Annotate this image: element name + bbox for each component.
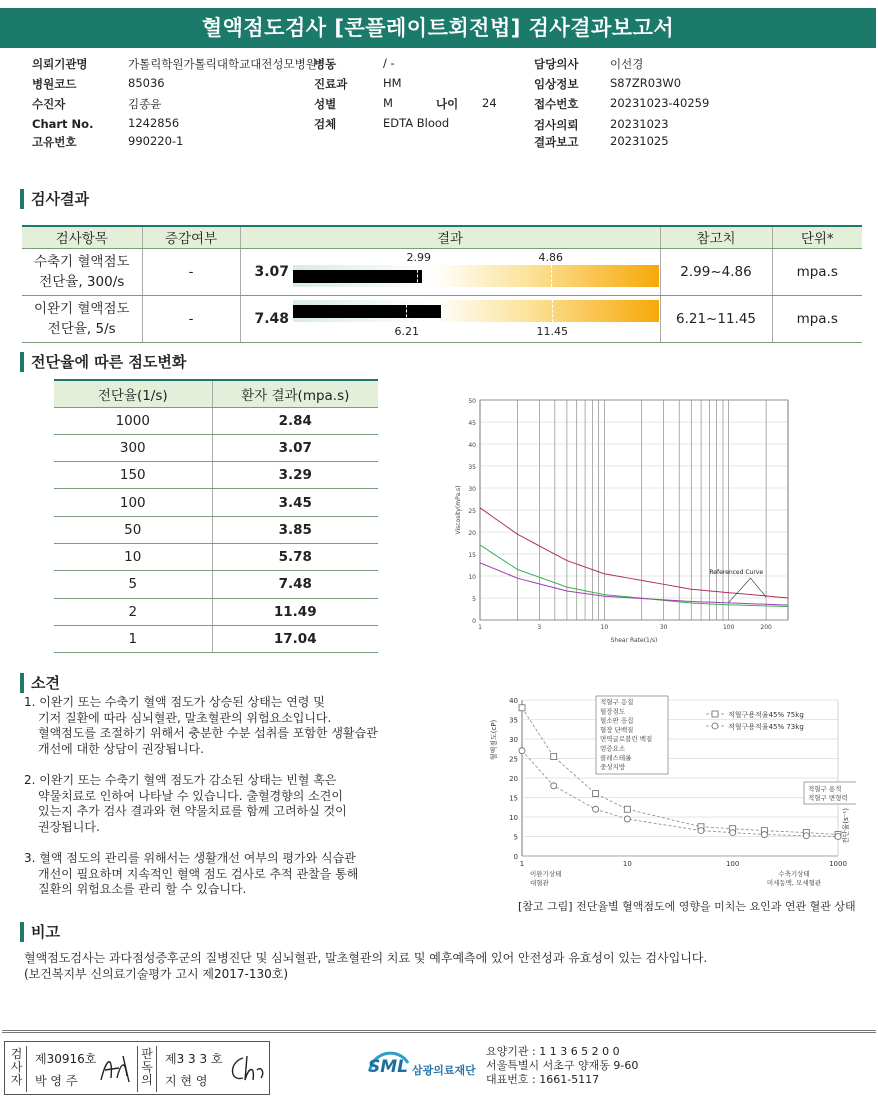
y-tick-label: 35 xyxy=(468,464,476,471)
result-value-bar xyxy=(293,270,423,283)
result-cell xyxy=(240,248,660,295)
y-tick-label: 15 xyxy=(509,794,518,803)
shear-rate: 1000 xyxy=(54,407,212,434)
right-factor-item: 적혈구 용적 xyxy=(808,785,842,793)
table-row xyxy=(54,571,378,598)
table-row xyxy=(54,516,378,543)
y-tick-label: 25 xyxy=(468,508,476,515)
sex-value: M xyxy=(383,96,393,110)
sex-label: 성별 xyxy=(314,97,337,111)
result-gauge xyxy=(241,249,660,295)
shear-rate: 50 xyxy=(54,516,212,543)
remarks-line1: 혈액점도검사는 과다점성증후군의 질병진단 및 심뇌혈관, 말초혈관의 치료 및 예후예측에 있어 안전성과 유효성이 있는 검사입니다. xyxy=(24,951,708,965)
results-header: 단위* xyxy=(772,226,862,248)
data-point xyxy=(803,833,809,839)
data-point xyxy=(551,754,557,760)
legend-marker xyxy=(712,723,718,729)
unique-label: 고유번호 xyxy=(32,135,77,149)
results-header: 증감여부 xyxy=(142,226,240,248)
low-ref-line xyxy=(417,265,418,287)
confirm-label: 판독의 xyxy=(137,1046,157,1092)
x-tick-label: 3 xyxy=(537,624,542,631)
logo-text: SML xyxy=(368,1057,408,1077)
dept-value: HM xyxy=(383,76,402,90)
shear-section-title: 전단율에 따른 점도변화 xyxy=(20,352,186,372)
age-label: 나이 xyxy=(436,97,459,111)
figure-caption: [참고 그림] 전단율별 혈액점도에 영향을 미치는 요인과 연관 혈관 상태 xyxy=(518,900,856,913)
unique-value: 990220-1 xyxy=(128,134,184,148)
viscosity: 17.04 xyxy=(212,625,378,652)
x-tick-label: 1000 xyxy=(829,860,847,868)
viscosity: 2.84 xyxy=(212,407,378,434)
y-axis-label: Viscosity(mPa.s) xyxy=(455,485,462,535)
test-name xyxy=(22,248,142,295)
results-header-row xyxy=(22,226,862,248)
opinion-item: 1. 이완기 또는 수축기 혈액 점도가 상승된 상태는 연령 및 기저 질환에 따라 심뇌혈관, 말초혈관의 위험요소입니다. 혈액점도를 조절하기 위해서 충분한 수분 섭취를 포함한 생활습관 개선에 대한 상담이 권장됩니다. xyxy=(24,695,378,756)
opinion-item: 2. 이완기 또는 수축기 혈액 점도가 감소된 상태는 빈혈 혹은 약물치료로 인하여 나타날 수 있습니다. 출혈경향의 소견이 있는지 추가 검사 결과와 현 약물치료를 함께 고려하실 것이 권장됩니다. xyxy=(24,773,347,834)
y-tick-label: 15 xyxy=(468,552,476,559)
table-row xyxy=(54,489,378,516)
result-value-bar xyxy=(293,305,441,318)
low-ref-line xyxy=(406,300,407,322)
examiner-signature xyxy=(97,1052,133,1086)
footer xyxy=(2,1030,876,1098)
remarks-text xyxy=(24,950,707,982)
examiner-number: 제30916호 xyxy=(35,1052,97,1066)
test-name-line2: 전단율, 5/s xyxy=(47,320,116,337)
y-tick-label: 10 xyxy=(509,814,518,822)
clinical-value: S87ZR03W0 xyxy=(610,76,682,90)
shear-rate: 1 xyxy=(54,625,212,652)
table-row xyxy=(54,543,378,570)
x-note-right: 미세동맥, 모세혈관 xyxy=(766,879,822,887)
factor-item: 혈장점도 xyxy=(600,707,626,716)
test-name-line2: 전단율, 300/s xyxy=(39,273,125,290)
hospital-code-value: 85036 xyxy=(128,76,165,90)
institution-value: 가톨릭학원가톨릭대학교대전성모병원 xyxy=(128,57,317,71)
x-tick-label: 10 xyxy=(622,860,632,868)
x-tick-label: 30 xyxy=(659,624,668,631)
data-point xyxy=(519,748,525,754)
clinical-label: 임상정보 xyxy=(534,77,579,91)
remarks-line2: (보건복지부 신의료기술평가 고시 제2017-130호) xyxy=(24,967,289,981)
collector-label: 수진자 xyxy=(32,97,66,111)
unit-cell: mpa.s xyxy=(772,295,862,342)
x-note-left: 이완기상태 xyxy=(530,870,562,878)
confirm-name: 지 현 영 xyxy=(165,1074,208,1088)
reference-figure-chart xyxy=(486,692,856,894)
request-value: 20231023 xyxy=(610,117,669,131)
data-point xyxy=(519,705,525,711)
high-ref-tick: 4.86 xyxy=(538,250,563,264)
reference-range: 2.99~4.86 xyxy=(660,248,772,295)
examiner-label: 검사자 xyxy=(7,1046,27,1092)
viscosity-chart xyxy=(440,392,800,648)
factor-item: 혈소판 응집 xyxy=(600,716,634,725)
factor-item: 혈장 단백질 xyxy=(600,725,634,734)
receipt-value: 20231023-40259 xyxy=(610,96,710,110)
y-axis-label: 혈액점도(cP) xyxy=(490,719,498,761)
data-point xyxy=(730,830,736,836)
factor-item: 중성지방 xyxy=(600,763,626,772)
confirm-signature xyxy=(227,1052,267,1086)
results-section-title: 검사결과 xyxy=(20,189,89,209)
y-tick-label: 10 xyxy=(468,574,476,581)
report-title: 혈액점도검사 [콘플레이트회전법] 검사결과보고서 xyxy=(0,8,876,48)
table-row xyxy=(54,407,378,434)
reference-annotation: Referenced Curve xyxy=(709,568,764,576)
table-row xyxy=(54,462,378,489)
viscosity: 5.78 xyxy=(212,543,378,570)
results-table xyxy=(22,225,862,343)
change-cell: - xyxy=(142,248,240,295)
chart-label: Chart No. xyxy=(32,117,94,131)
factor-item: 면역글로블린 백질 xyxy=(600,735,653,744)
table-row xyxy=(54,434,378,461)
request-label: 검사의뢰 xyxy=(534,118,579,132)
factor-item: 염증요소 xyxy=(600,744,626,753)
table-row xyxy=(54,625,378,652)
confirm-number: 제3 3 3 호 xyxy=(165,1052,223,1066)
hospital-code-label: 병원코드 xyxy=(32,77,77,91)
shear-rate: 150 xyxy=(54,462,212,489)
viscosity: 3.85 xyxy=(212,516,378,543)
patient-info xyxy=(0,0,878,160)
factor-item: 콜레스테롤 xyxy=(600,753,632,762)
result-value: 3.07 xyxy=(254,263,290,280)
x-tick-label: 1 xyxy=(519,860,525,868)
data-point xyxy=(551,783,557,789)
shear-rate: 100 xyxy=(54,489,212,516)
series-line xyxy=(522,751,838,837)
viscosity: 11.49 xyxy=(212,598,378,625)
result-value: 7.48 xyxy=(254,310,290,327)
high-ref-line xyxy=(551,265,552,287)
specimen-label: 검체 xyxy=(314,117,337,131)
test-name-line1: 수축기 혈액점도 xyxy=(33,253,130,270)
test-name-line1: 이완기 혈액점도 xyxy=(33,300,130,317)
signature-box xyxy=(4,1041,270,1095)
collector-value: 김종윤 xyxy=(128,97,162,111)
y-tick-label: 45 xyxy=(468,420,476,427)
x-tick-label: 200 xyxy=(760,624,772,631)
y-tick-label: 20 xyxy=(509,775,518,783)
x-tick-label: 100 xyxy=(722,624,735,631)
result-gauge xyxy=(241,296,660,342)
ward-label: 병동 xyxy=(314,57,337,71)
receipt-label: 접수번호 xyxy=(534,97,579,111)
doctor-label: 담당의사 xyxy=(534,57,579,71)
shear-rate: 2 xyxy=(54,598,212,625)
y-tick-label: 25 xyxy=(509,755,518,764)
low-ref-tick: 2.99 xyxy=(406,250,431,264)
legend-label: 적혈구용적율45% 75kg xyxy=(728,711,804,719)
factor-item: 적혈구 응집 xyxy=(600,698,634,706)
unit-cell: mpa.s xyxy=(772,248,862,295)
change-cell: - xyxy=(142,295,240,342)
opinion-list xyxy=(24,695,394,914)
age-value: 24 xyxy=(482,96,497,110)
high-ref-tick: 11.45 xyxy=(536,324,568,338)
org-name: 삼광의료재단 xyxy=(412,1064,476,1077)
report-date-value: 20231025 xyxy=(610,134,669,148)
table-row xyxy=(54,598,378,625)
y-tick-label: 0 xyxy=(513,853,518,861)
ward-value: / - xyxy=(383,56,395,70)
x-note-left: 대혈관 xyxy=(530,879,549,887)
opinion-item: 3. 혈액 점도의 관리를 위해서는 생활개선 여부의 평가와 식습관 개선이 필요하며 지속적인 혈액 점도 검사로 추적 관찰을 통해 질환의 위험요소를 관리 할 수 있습니다. xyxy=(24,851,359,896)
y-tick-label: 5 xyxy=(513,833,518,842)
org-phone: 대표번호 : 1661-5117 xyxy=(486,1073,600,1086)
right-factor-item: 적혈구 변형력 xyxy=(808,794,848,802)
data-point xyxy=(593,791,599,797)
x-axis-label: Shear Rate(1/s) xyxy=(610,637,658,644)
chart-value: 1242856 xyxy=(128,116,180,130)
y-tick-label: 20 xyxy=(468,530,476,537)
results-header: 결과 xyxy=(240,226,660,248)
low-ref-tick: 6.21 xyxy=(394,324,419,338)
shear-header: 환자 결과(mpa.s) xyxy=(212,380,378,407)
x-tick-label: 10 xyxy=(600,624,609,631)
legend-label: 적혈구용적율45% 73kg xyxy=(728,723,804,731)
data-point xyxy=(761,832,767,838)
y-tick-label: 30 xyxy=(468,486,476,493)
result-cell xyxy=(240,295,660,342)
data-point xyxy=(624,816,630,822)
y-tick-label: 0 xyxy=(472,618,476,625)
high-ref-line xyxy=(552,300,553,322)
viscosity: 3.07 xyxy=(212,434,378,461)
y-tick-label: 40 xyxy=(468,442,476,449)
y-tick-label: 50 xyxy=(468,398,476,405)
data-point xyxy=(593,806,599,812)
data-point xyxy=(624,806,630,812)
table-row xyxy=(22,248,862,295)
doctor-value: 이선경 xyxy=(610,57,644,71)
shear-rate: 300 xyxy=(54,434,212,461)
shear-rate: 5 xyxy=(54,571,212,598)
y-tick-label: 35 xyxy=(509,716,518,725)
opinion-section-title: 소견 xyxy=(20,673,60,693)
dept-label: 진료과 xyxy=(314,77,348,91)
y-tick-label: 5 xyxy=(472,596,476,603)
data-point xyxy=(698,828,704,834)
org-info xyxy=(486,1045,638,1087)
results-header: 참고치 xyxy=(660,226,772,248)
shear-header-row xyxy=(54,380,378,407)
shear-rate: 10 xyxy=(54,543,212,570)
examiner-name: 박 영 주 xyxy=(35,1074,78,1088)
viscosity: 7.48 xyxy=(212,571,378,598)
x-tick-label: 100 xyxy=(725,860,740,868)
results-header: 검사항목 xyxy=(22,226,142,248)
shear-table xyxy=(54,379,378,653)
test-name xyxy=(22,295,142,342)
x-tick-label: 1 xyxy=(478,624,482,631)
report-date-label: 결과보고 xyxy=(534,135,579,149)
right-axis-label: 전단율(s⁻¹) xyxy=(842,808,850,844)
y-tick-label: 30 xyxy=(509,736,518,744)
shear-header: 전단율(1/s) xyxy=(54,380,212,407)
specimen-value: EDTA Blood xyxy=(383,116,450,130)
legend-marker xyxy=(712,711,718,717)
institution-label: 의뢰기관명 xyxy=(32,57,88,71)
org-address: 서울특별시 서초구 양재동 9-60 xyxy=(486,1059,639,1072)
table-row xyxy=(22,295,862,342)
viscosity: 3.29 xyxy=(212,462,378,489)
viscosity: 3.45 xyxy=(212,489,378,516)
org-code: 요양기관 : 1 1 3 6 5 2 0 0 xyxy=(486,1045,620,1058)
remarks-section-title: 비고 xyxy=(20,922,60,942)
data-point xyxy=(835,834,841,840)
y-tick-label: 40 xyxy=(509,697,518,705)
x-note-right: 수축기상태 xyxy=(778,870,810,878)
sml-logo xyxy=(366,1047,486,1083)
reference-range: 6.21~11.45 xyxy=(660,295,772,342)
